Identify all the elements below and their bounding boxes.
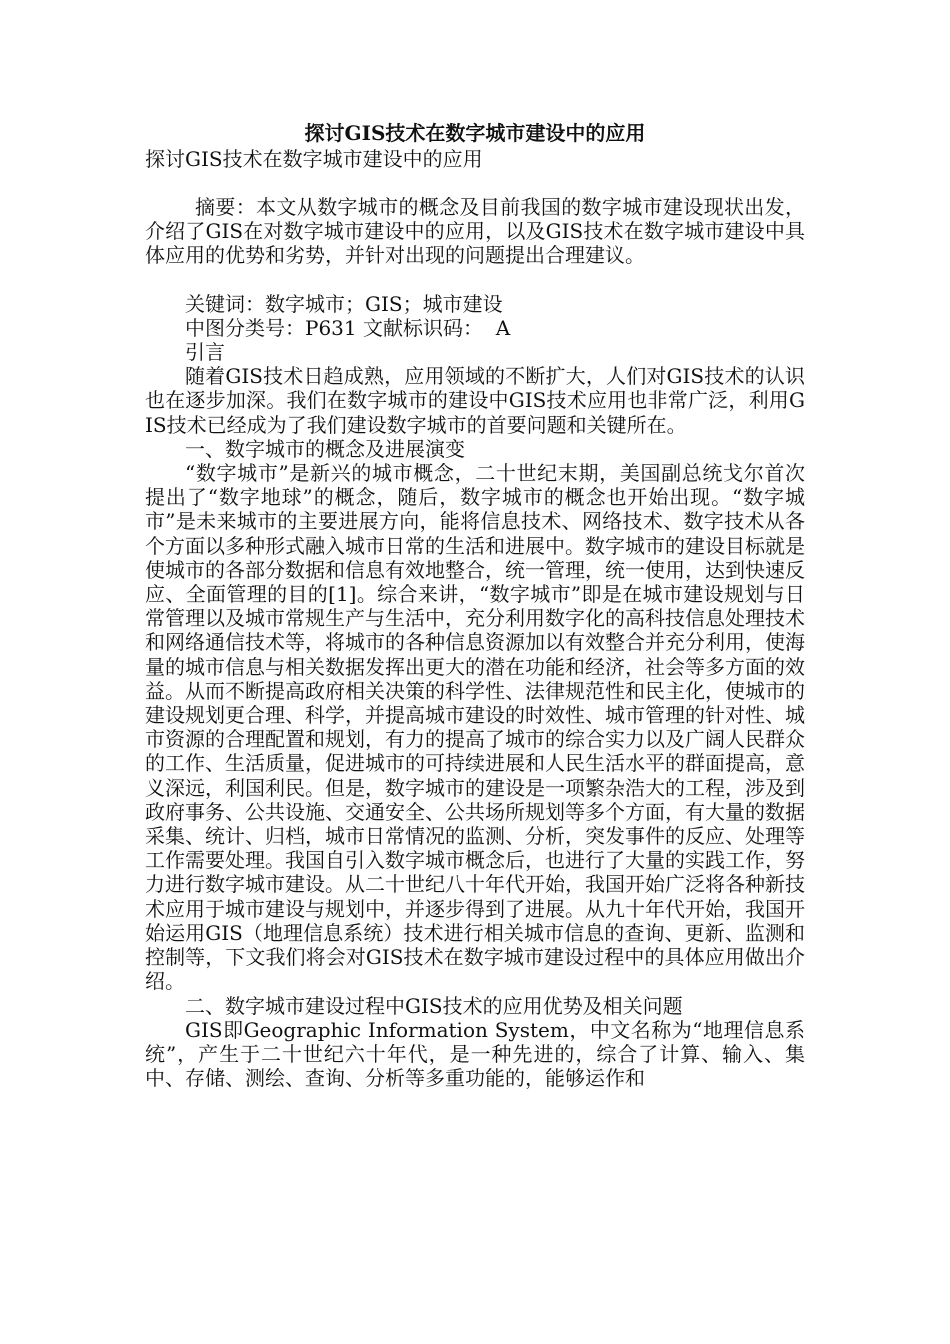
abstract-paragraph: 摘要：本文从数字城市的概念及目前我国的数字城市建设现状出发，介绍了GIS在对数字城市建设中的应用，以及GIS技术在数字城市建设中具体应用的优势和劣势，并针对出现的问题提出合理建议。	[145, 195, 805, 268]
intro-paragraph: 随着GIS技术日趋成熟，应用领域的不断扩大，人们对GIS技术的认识也在逐步加深。我们在数字城市的建设中GIS技术应用也非常广泛，利用GIS技术已经成为了我们建设数字城市的首要问题和关键所在。	[145, 364, 805, 437]
classification-line: 中图分类号：P631 文献标识码： A	[185, 315, 511, 340]
section1-heading: 一、数字城市的概念及进展演变	[185, 436, 465, 461]
document-subtitle: 探讨GIS技术在数字城市建设中的应用	[145, 147, 483, 171]
section2-paragraph: GIS即Geographic Information System，中文名称为“地理信息系统”，产生于二十世纪六十年代，是一种先进的，综合了计算、输入、集中、存储、测绘、查询、分析等多重功能的，能够运作和	[145, 1017, 805, 1091]
blank-line	[145, 268, 805, 292]
blank-line	[145, 171, 805, 195]
section1-paragraph: “数字城市”是新兴的城市概念，二十世纪末期，美国副总统戈尔首次提出了“数字地球”的概念，随后，数字城市的概念也开始出现。“数字城市”是未来城市的主要进展方向，能将信息技术、网络技术、数字技术从各个方面以多种形式融入城市日常的生活和进展中。数字城市的建设目标就是使城市的各部分数据和信息有效地整合，统一管理，统一使用，达到快速反应、全面管理的目的[1]。综合来讲，“数字城市”即是在城市建设规划与日常管理以及城市常规生产与生活中，充分利用数字化的高科技信息处理技术和网络通信技术等，将城市的各种信息资源加以有效整合并充分利用，使海量的城市信息与相关数据发挥出更大的潜在功能和经济，社会等多方面的效益。从而不断提高政府相关决策的科学性、法律规范性和民主化，使城市的建设规划更合理、科学，并提高城市建设的时效性、城市管理的针对性、城市资源的合理配置和规划，有力的提高了城市的综合实力以及广阔人民群众的工作、生活质量，促进城市的可持续进展和人民生活水平的群面提高，意义深远，利国利民。但是，数字城市的建设是一项繁杂浩大的工程，涉及到政府事务、公共设施、交通安全、公共场所规划等多个方面，有大量的数据采集、统计、归档，城市日常情况的监测、分析，突发事件的反应、处理等工作需要处理。我国自引入数字城市概念后，也进行了大量的实践工作，努力进行数字城市建设。从二十世纪八十年代开始，我国开始广泛将各种新技术应用于城市建设与规划中，并逐步得到了进展。从九十年代开始，我国开始运用GIS（地理信息系统）技术进行相关城市信息的查询、更新、监测和控制等，下文我们将会对GIS技术在数字城市建设过程中的具体应用做出介绍。	[145, 461, 805, 994]
intro-heading: 引言	[185, 340, 225, 365]
document-body	[145, 121, 805, 1090]
keywords-line: 关键词：数字城市；GIS；城市建设	[185, 291, 503, 316]
section2-heading: 二、数字城市建设过程中GIS技术的应用优势及相关问题	[185, 993, 683, 1018]
document-title: 探讨GIS技术在数字城市建设中的应用	[304, 121, 646, 145]
